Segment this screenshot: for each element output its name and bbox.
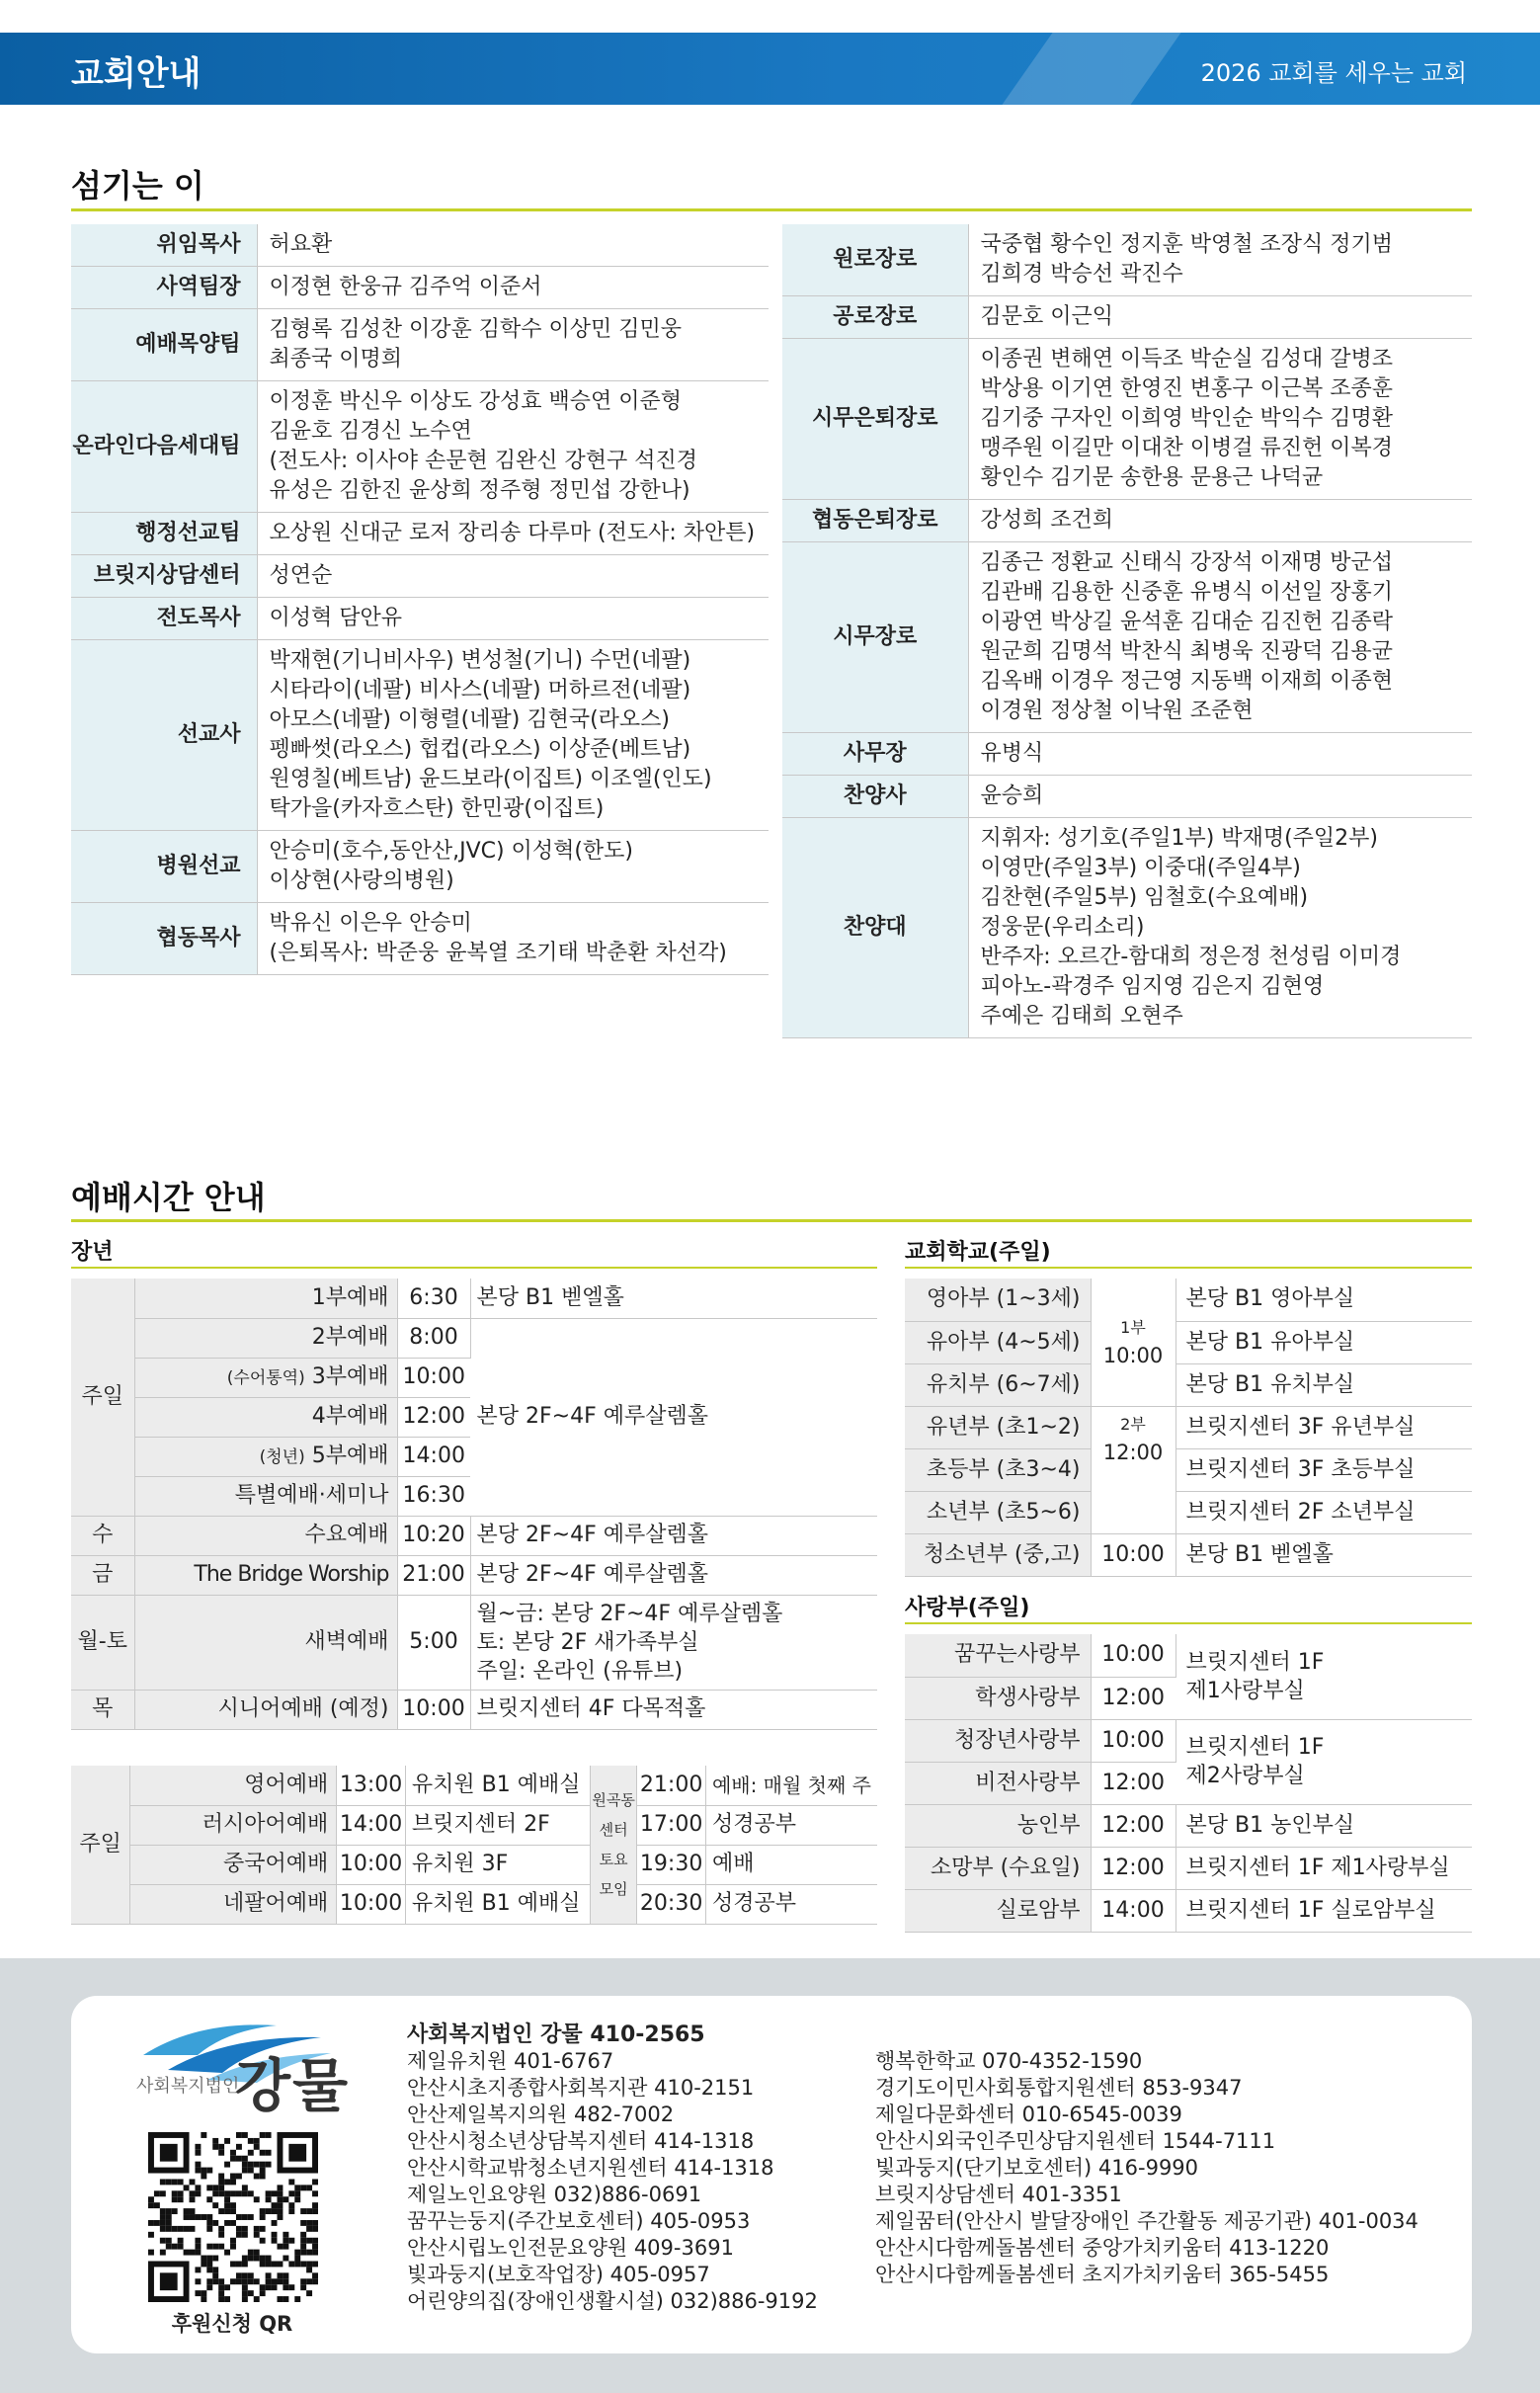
header-subtitle: 2026 교회를 세우는 교회: [1200, 59, 1467, 87]
contact-line: 제일유치원 401-6767: [407, 2049, 614, 2073]
dept-name: 소망부 (수요일): [905, 1847, 1091, 1889]
contact-line: 꿈꾸는둥지(주간보호센터) 405-0953: [407, 2209, 751, 2233]
role-label: 위임목사: [71, 224, 257, 267]
role-members: 이종권 변해연 이득조 박순실 김성대 갈병조 박상용 이기연 한영진 변홍구 이근복 조종훈 김기중 구자인 이희영 박인순 박익수 김명환 맹주원 이길만 이대찬 이병걸 류진헌 이복경 황인수 김기문 송한용 문용근 나덕균: [968, 339, 1472, 500]
role-label: 협동목사: [71, 903, 257, 975]
service-name: (청년) 5부예배: [134, 1437, 397, 1476]
section-title-worship: 예배시간 안내: [71, 1179, 266, 1216]
role-members: 이정현 한웅규 김주억 이준서: [257, 267, 769, 309]
dept-name: 농인부: [905, 1804, 1091, 1847]
dept-time: 12:00: [1091, 1762, 1175, 1804]
table-row: [782, 339, 1472, 500]
table-row: [782, 500, 1472, 542]
day-cell: 목: [71, 1690, 134, 1729]
meeting-desc: 예배: [705, 1845, 877, 1884]
role-members: 오상원 신대군 로저 장리송 다루마 (전도사: 차안튼): [257, 513, 769, 555]
section-title-servants: 섬기는 이: [71, 167, 204, 205]
footer-heading: 사회복지법인 강물 410-2565: [407, 2022, 705, 2047]
table-row: [905, 1491, 1472, 1533]
table-row: [905, 1634, 1472, 1677]
role-members: 안승미(호수,동안산,JVC) 이성혁(한도) 이상현(사랑의병원): [257, 831, 769, 903]
dept-place: 본당 B1 영아부실: [1175, 1279, 1472, 1321]
table-row: [905, 1363, 1472, 1406]
dept-time: 12:00: [1091, 1847, 1175, 1889]
day-cell: 금: [71, 1555, 134, 1595]
table-row: [905, 1406, 1472, 1448]
day-cell: 주일: [71, 1279, 134, 1516]
table-row: [782, 542, 1472, 733]
dept-name: 초등부 (초3~4): [905, 1448, 1091, 1491]
dept-name: 비전사랑부: [905, 1762, 1091, 1804]
role-label: 찬양사: [782, 776, 968, 818]
dept-name: 청소년부 (중,고): [905, 1533, 1091, 1576]
meeting-time: 20:30: [637, 1884, 706, 1924]
sub-rule: [905, 1267, 1472, 1269]
service-place: 본당 2F~4F 예루살렘홀: [470, 1516, 877, 1555]
dept-name: 소년부 (초5~6): [905, 1491, 1091, 1533]
footer-contacts-col1: [407, 2022, 818, 2315]
role-members: 김형록 김성찬 이강훈 김학수 이상민 김민웅 최종국 이명희: [257, 309, 769, 381]
table-row: [71, 555, 769, 598]
service-time: 10:00: [337, 1845, 406, 1884]
contact-line: 제일다문화센터 010-6545-0039: [875, 2103, 1182, 2126]
dept-name: 학생사랑부: [905, 1677, 1091, 1719]
table-row: [71, 513, 769, 555]
role-label: 브릿지상담센터: [71, 555, 257, 598]
table-row: [905, 1847, 1472, 1889]
service-time: 13:00: [337, 1766, 406, 1805]
contact-line: 안산제일복지의원 482-7002: [407, 2103, 675, 2126]
role-label: 예배목양팀: [71, 309, 257, 381]
role-label: 사무장: [782, 733, 968, 776]
table-row: [71, 1690, 877, 1729]
table-row: [905, 1889, 1472, 1932]
service-place: 본당 2F~4F 예루살렘홀: [470, 1555, 877, 1595]
school-label: 교회학교(주일): [905, 1240, 1051, 1265]
table-row: [905, 1804, 1472, 1847]
role-label: 원로장로: [782, 224, 968, 296]
dept-name: 유치부 (6~7세): [905, 1363, 1091, 1406]
qr-caption: 후원신청 QR: [171, 2312, 293, 2336]
footer-contacts-col2: [875, 2048, 1418, 2288]
contact-line: 안산시초지종합사회복지관 410-2151: [407, 2076, 755, 2100]
adult-worship-table: [71, 1279, 877, 1730]
service-place: 브릿지센터 4F 다목적홀: [470, 1690, 877, 1729]
role-label: 온라인다음세대팀: [71, 381, 257, 513]
meeting-desc: 성경공부: [705, 1884, 877, 1924]
service-time: 14:00: [337, 1805, 406, 1845]
service-time: 6:30: [397, 1279, 470, 1318]
adult-label: 장년: [71, 1240, 114, 1265]
sub-rule: [905, 1622, 1472, 1624]
service-place: 유치원 B1 예배실: [405, 1884, 590, 1924]
table-row: [71, 309, 769, 381]
meeting-time: 17:00: [637, 1805, 706, 1845]
service-time: 8:00: [397, 1318, 470, 1358]
church-school-table: [905, 1279, 1472, 1577]
service-name: 수요예배: [134, 1516, 397, 1555]
meeting-time: 19:30: [637, 1845, 706, 1884]
dept-place: 브릿지센터 3F 유년부실: [1175, 1406, 1472, 1448]
table-row: [71, 1318, 877, 1358]
service-name: 영어예배: [130, 1766, 337, 1805]
day-cell: 수: [71, 1516, 134, 1555]
role-members: 유병식: [968, 733, 1472, 776]
dept-time: 12:00: [1091, 1677, 1175, 1719]
role-members: 성연순: [257, 555, 769, 598]
role-members: 지휘자: 성기호(주일1부) 박재명(주일2부) 이영만(주일3부) 이중대(주일4부) 김찬현(주일5부) 임철호(수요예배) 정웅문(우리소리) 반주자: 오르간-함대희 정은정 천성림 이미경 피아노-곽경주 임지영 김은지 김현영 주예은 김태희 오현주: [968, 818, 1472, 1038]
table-row: [905, 1279, 1472, 1321]
service-time: 10:00: [337, 1884, 406, 1924]
section-rule: [71, 208, 1472, 211]
dept-place: 브릿지센터 1F 제1사랑부실: [1175, 1634, 1472, 1719]
service-name: 러시아어예배: [130, 1805, 337, 1845]
table-row: [782, 733, 1472, 776]
table-row: [905, 1448, 1472, 1491]
saturday-meeting-label: 원곡동 센터 토요 모임: [590, 1766, 636, 1924]
role-label: 시무장로: [782, 542, 968, 733]
meeting-time: 21:00: [637, 1766, 706, 1805]
contact-line: 어린양의집(장애인생활시설) 032)886-9192: [407, 2289, 818, 2313]
logo-small-text: 사회복지법인: [136, 2076, 240, 2097]
service-time: 10:00: [397, 1358, 470, 1397]
role-members: 이성혁 담안유: [257, 598, 769, 640]
role-members: 김문호 이근익: [968, 296, 1472, 339]
day-cell: 월-토: [71, 1595, 134, 1690]
table-row: [71, 1516, 877, 1555]
table-row: [71, 1845, 877, 1884]
service-name: 특별예배·세미나: [134, 1476, 397, 1516]
servants-left-table: [71, 224, 769, 975]
service-name: 네팔어예배: [130, 1884, 337, 1924]
contact-line: 안산시외국인주민상담지원센터 1544-7111: [875, 2129, 1276, 2153]
dept-time: 10:00: [1091, 1634, 1175, 1677]
role-label: 협동은퇴장로: [782, 500, 968, 542]
dept-name: 꿈꾸는사랑부: [905, 1634, 1091, 1677]
role-label: 공로장로: [782, 296, 968, 339]
table-row: [905, 1719, 1472, 1762]
contact-line: 안산시다함께돌봄센터 초지가치키움터 365-5455: [875, 2263, 1330, 2286]
service-name: 2부예배: [134, 1318, 397, 1358]
dept-place: 브릿지센터 2F 소년부실: [1175, 1491, 1472, 1533]
service-place: 브릿지센터 2F: [405, 1805, 590, 1845]
role-label: 전도목사: [71, 598, 257, 640]
dept-place: 본당 B1 농인부실: [1175, 1804, 1472, 1847]
table-row: [71, 598, 769, 640]
table-row: [71, 640, 769, 831]
role-label: 시무은퇴장로: [782, 339, 968, 500]
dept-time: 12:00: [1091, 1804, 1175, 1847]
role-label: 사역팀장: [71, 267, 257, 309]
sub-rule: [71, 1267, 877, 1269]
servants-right-table: [782, 224, 1472, 1038]
table-row: [905, 1533, 1472, 1576]
service-place: 유치원 B1 예배실: [405, 1766, 590, 1805]
table-row: [71, 1805, 877, 1845]
service-time: 12:00: [397, 1397, 470, 1437]
header-shine-decoration: [1002, 33, 1180, 105]
service-name: (수어통역) 3부예배: [134, 1358, 397, 1397]
dept-time: 1부 10:00: [1091, 1279, 1175, 1406]
table-row: [71, 903, 769, 975]
service-name: 중국어예배: [130, 1845, 337, 1884]
contact-line: 제일노인요양원 032)886-0691: [407, 2183, 702, 2206]
dept-name: 실로암부: [905, 1889, 1091, 1932]
dept-place: 본당 B1 벧엘홀: [1175, 1533, 1472, 1576]
dept-place: 본당 B1 유치부실: [1175, 1363, 1472, 1406]
table-row: [71, 1595, 877, 1690]
service-name: 시니어예배 (예정): [134, 1690, 397, 1729]
table-row: [905, 1321, 1472, 1363]
dept-time: 14:00: [1091, 1889, 1175, 1932]
role-label: 선교사: [71, 640, 257, 831]
table-row: [71, 267, 769, 309]
role-members: 김종근 정환교 신태식 강장석 이재명 방군섭 김관배 김용한 신중훈 유병식 이선일 장홍기 이광연 박상길 윤석훈 김대순 김진헌 김종락 원군희 김명석 박찬식 최병욱 진광덕 김용균 김옥배 이경우 정근영 지동백 이재희 이종현 이경원 정상철 이낙원 조준현: [968, 542, 1472, 733]
contact-line: 행복한학교 070-4352-1590: [875, 2049, 1143, 2073]
day-cell: 주일: [71, 1766, 130, 1924]
section-rule: [71, 1219, 1472, 1222]
dept-time: 2부 12:00: [1091, 1406, 1175, 1533]
role-members: 국중협 황수인 정지훈 박영철 조장식 정기범 김희경 박승선 곽진수: [968, 224, 1472, 296]
contact-line: 안산시다함께돌봄센터 중앙가치키움터 413-1220: [875, 2236, 1330, 2260]
contact-line: 제일꿈터(안산시 발달장애인 주간활동 제공기관) 401-0034: [875, 2209, 1418, 2233]
meeting-desc: 성경공부: [705, 1805, 877, 1845]
role-label: 행정선교팀: [71, 513, 257, 555]
service-time: 10:00: [397, 1690, 470, 1729]
service-time: 10:20: [397, 1516, 470, 1555]
service-place: 본당 2F~4F 예루살렘홀: [470, 1318, 877, 1516]
role-members: 허요환: [257, 224, 769, 267]
dept-place: 브릿지센터 1F 제1사랑부실: [1175, 1847, 1472, 1889]
role-label: 병원선교: [71, 831, 257, 903]
service-name: 4부예배: [134, 1397, 397, 1437]
dept-name: 유아부 (4~5세): [905, 1321, 1091, 1363]
service-time: 16:30: [397, 1476, 470, 1516]
dept-place: 브릿지센터 1F 제2사랑부실: [1175, 1719, 1472, 1804]
table-row: [71, 1555, 877, 1595]
contact-line: 안산시학교밖청소년지원센터 414-1318: [407, 2156, 774, 2180]
service-place: 유치원 3F: [405, 1845, 590, 1884]
service-time: 14:00: [397, 1437, 470, 1476]
language-worship-table: [71, 1766, 877, 1925]
dept-name: 영아부 (1~3세): [905, 1279, 1091, 1321]
role-members: 박유신 이은우 안승미 (은퇴목사: 박준웅 윤복열 조기태 박춘환 차선각): [257, 903, 769, 975]
love-dept-table: [905, 1634, 1472, 1933]
contact-line: 안산시립노인전문요양원 409-3691: [407, 2236, 734, 2260]
role-members: 강성희 조건희: [968, 500, 1472, 542]
table-row: [782, 776, 1472, 818]
service-place: 월~금: 본당 2F~4F 예루살렘홀 토: 본당 2F 새가족부실 주일: 온라인 (유튜브): [470, 1595, 877, 1690]
dept-time: 10:00: [1091, 1719, 1175, 1762]
service-time: 5:00: [397, 1595, 470, 1690]
table-row: [71, 381, 769, 513]
service-time: 21:00: [397, 1555, 470, 1595]
service-place: 본당 B1 벧엘홀: [470, 1279, 877, 1318]
love-dept-label: 사랑부(주일): [905, 1596, 1030, 1620]
table-row: [782, 818, 1472, 1038]
table-row: [71, 831, 769, 903]
role-members: 박재현(기니비사우) 변성철(기니) 수먼(네팔) 시타라이(네팔) 비사스(네팔) 머하르전(네팔) 아모스(네팔) 이형렬(네팔) 김현국(라오스) 펭빠썻(라오스) 헙컵(라오스) 이상준(베트남) 원영칠(베트남) 윤드보라(이집트) 이조엘(인도) 탁가을(카자흐스탄) 한민광(이집트): [257, 640, 769, 831]
role-label: 찬양대: [782, 818, 968, 1038]
table-row: [782, 224, 1472, 296]
page-header: [0, 33, 1540, 105]
contact-line: 경기도이민사회통합지원센터 853-9347: [875, 2076, 1243, 2100]
table-row: [71, 1884, 877, 1924]
dept-name: 유년부 (초1~2): [905, 1406, 1091, 1448]
dept-place: 브릿지센터 1F 실로암부실: [1175, 1889, 1472, 1932]
role-members: 윤승희: [968, 776, 1472, 818]
contact-line: 빛과둥지(보호작업장) 405-0957: [407, 2263, 710, 2286]
dept-place: 브릿지센터 3F 초등부실: [1175, 1448, 1472, 1491]
contact-line: 안산시청소년상담복지센터 414-1318: [407, 2129, 755, 2153]
service-name: The Bridge Worship: [134, 1555, 397, 1595]
service-name: 1부예배: [134, 1279, 397, 1318]
table-row: [782, 296, 1472, 339]
table-row: [71, 1766, 877, 1805]
header-title: 교회안내: [71, 54, 202, 94]
dept-time: 10:00: [1091, 1533, 1175, 1576]
meeting-desc: 예배: 매월 첫째 주: [705, 1766, 877, 1805]
dept-place: 본당 B1 유아부실: [1175, 1321, 1472, 1363]
role-members: 이정훈 박신우 이상도 강성효 백승연 이준형 김윤호 김경신 노수연 (전도사: 이사야 손문현 김완신 강현구 석진경 유성은 김한진 윤상희 정주형 정민섭 강한나): [257, 381, 769, 513]
contact-line: 브릿지상담센터 401-3351: [875, 2183, 1122, 2206]
table-row: [71, 1279, 877, 1318]
service-name: 새벽예배: [134, 1595, 397, 1690]
logo-big-text: 강물: [235, 2052, 351, 2119]
contact-line: 빛과둥지(단기보호센터) 416-9990: [875, 2156, 1199, 2180]
dept-name: 청장년사랑부: [905, 1719, 1091, 1762]
donation-qr-code[interactable]: [148, 2132, 318, 2302]
table-row: [71, 224, 769, 267]
